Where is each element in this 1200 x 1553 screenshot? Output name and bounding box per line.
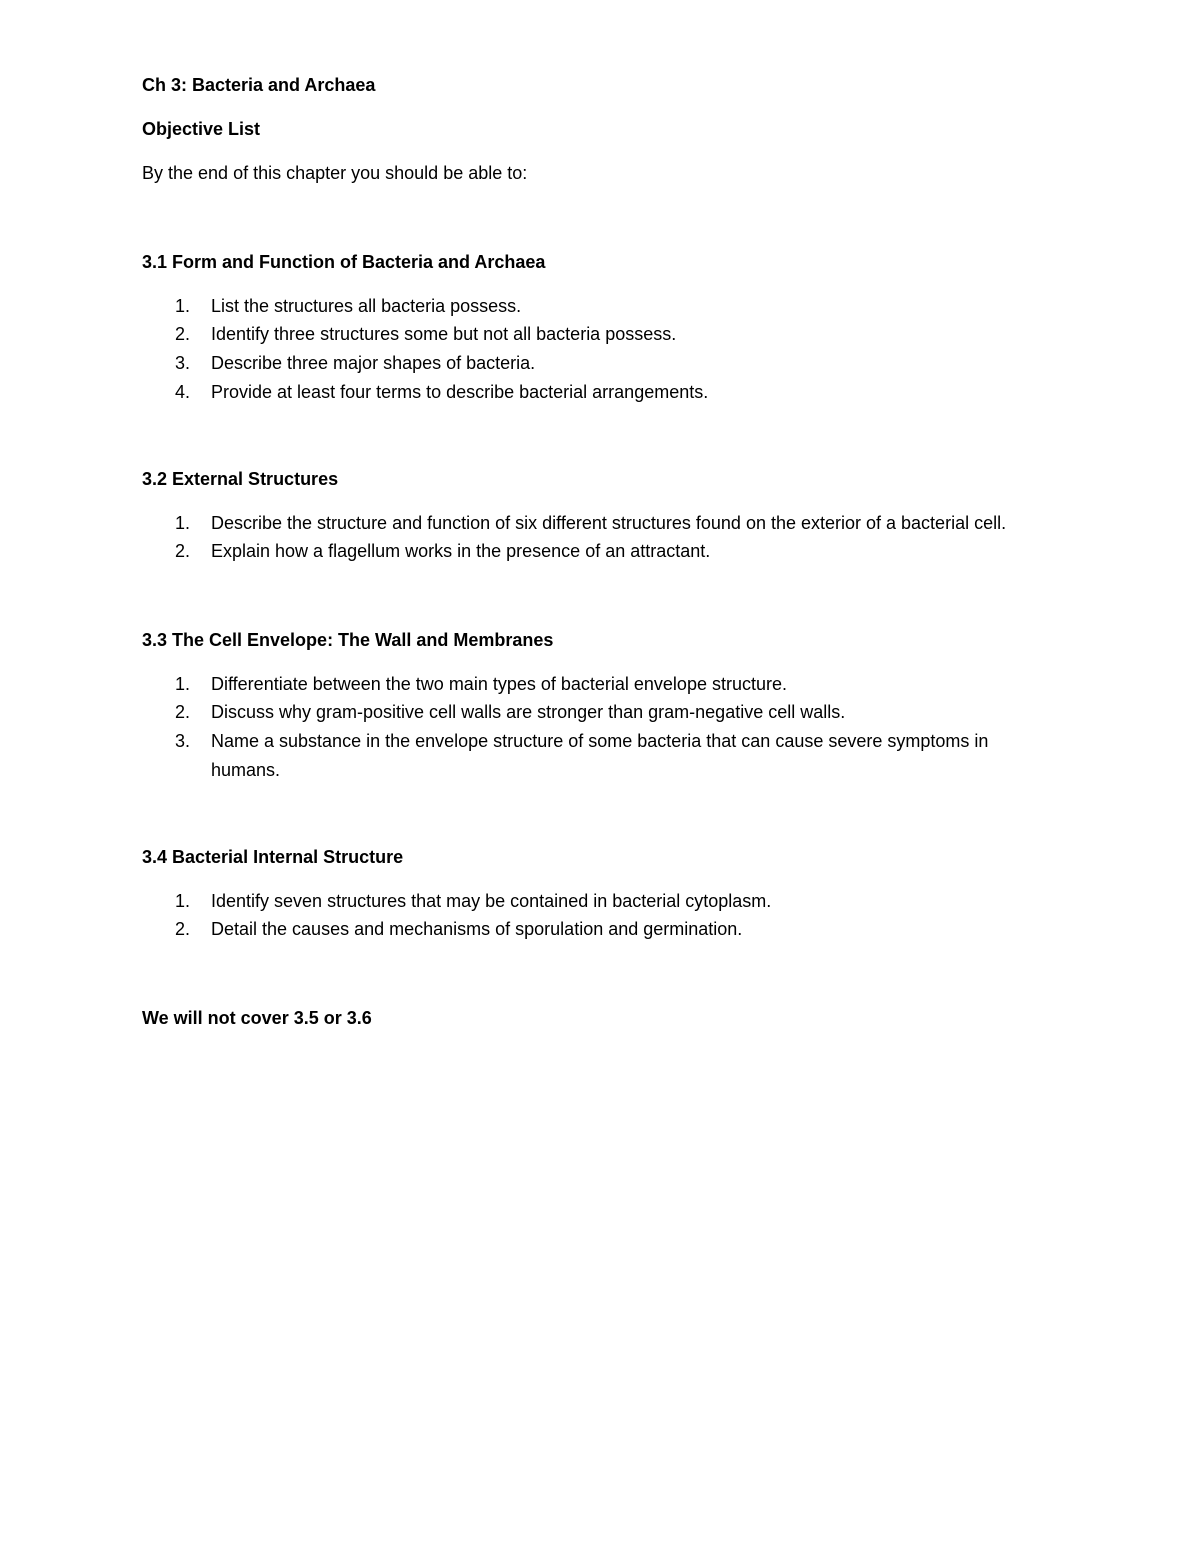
- list-item-text: Discuss why gram-positive cell walls are stronger than gram-negative cell walls.: [211, 702, 846, 722]
- list-item-text: Describe three major shapes of bacteria.: [211, 353, 536, 373]
- list-item-text: Detail the causes and mechanisms of sporulation and germination.: [211, 919, 743, 939]
- page-title: Ch 3: Bacteria and Archaea: [142, 75, 376, 95]
- closing-note: We will not cover 3.5 or 3.6: [142, 1008, 372, 1028]
- list-item-number: 3.: [175, 353, 191, 373]
- list-item-number: 2.: [175, 702, 191, 722]
- section-heading-3-3: 3.3 The Cell Envelope: The Wall and Membranes: [142, 630, 554, 650]
- list-item-number: 1.: [175, 891, 191, 911]
- list-item-text: Differentiate between the two main types of bacterial envelope structure.: [211, 674, 787, 694]
- list-item-text: Identify seven structures that may be contained in bacterial cytoplasm.: [211, 891, 772, 911]
- list-item-continuation: humans.: [211, 760, 281, 780]
- list-item-text: Name a substance in the envelope structure of some bacteria that can cause severe symptoms in: [211, 731, 989, 751]
- list-item-number: 1.: [175, 513, 191, 533]
- list-item-number: 2.: [175, 324, 191, 344]
- list-item-number: 2.: [175, 541, 191, 561]
- list-item-number: 4.: [175, 382, 191, 402]
- list-item-number: 3.: [175, 731, 191, 751]
- list-item-number: 1.: [175, 296, 191, 316]
- list-item-number: 2.: [175, 919, 191, 939]
- list-item-text: Identify three structures some but not all bacteria possess.: [211, 324, 677, 344]
- list-item-text: Describe the structure and function of six different structures found on the exterior of a bacterial cell.: [211, 513, 1007, 533]
- list-item-text: Explain how a flagellum works in the presence of an attractant.: [211, 541, 711, 561]
- list-item-text: Provide at least four terms to describe bacterial arrangements.: [211, 382, 709, 402]
- page-subtitle: Objective List: [142, 119, 261, 139]
- section-heading-3-2: 3.2 External Structures: [142, 469, 339, 489]
- list-item-number: 1.: [175, 674, 191, 694]
- section-heading-3-4: 3.4 Bacterial Internal Structure: [142, 847, 404, 867]
- intro-text: By the end of this chapter you should be able to:: [142, 163, 528, 183]
- list-item-text: List the structures all bacteria possess.: [211, 296, 522, 316]
- section-heading-3-1: 3.1 Form and Function of Bacteria and Archaea: [142, 252, 546, 272]
